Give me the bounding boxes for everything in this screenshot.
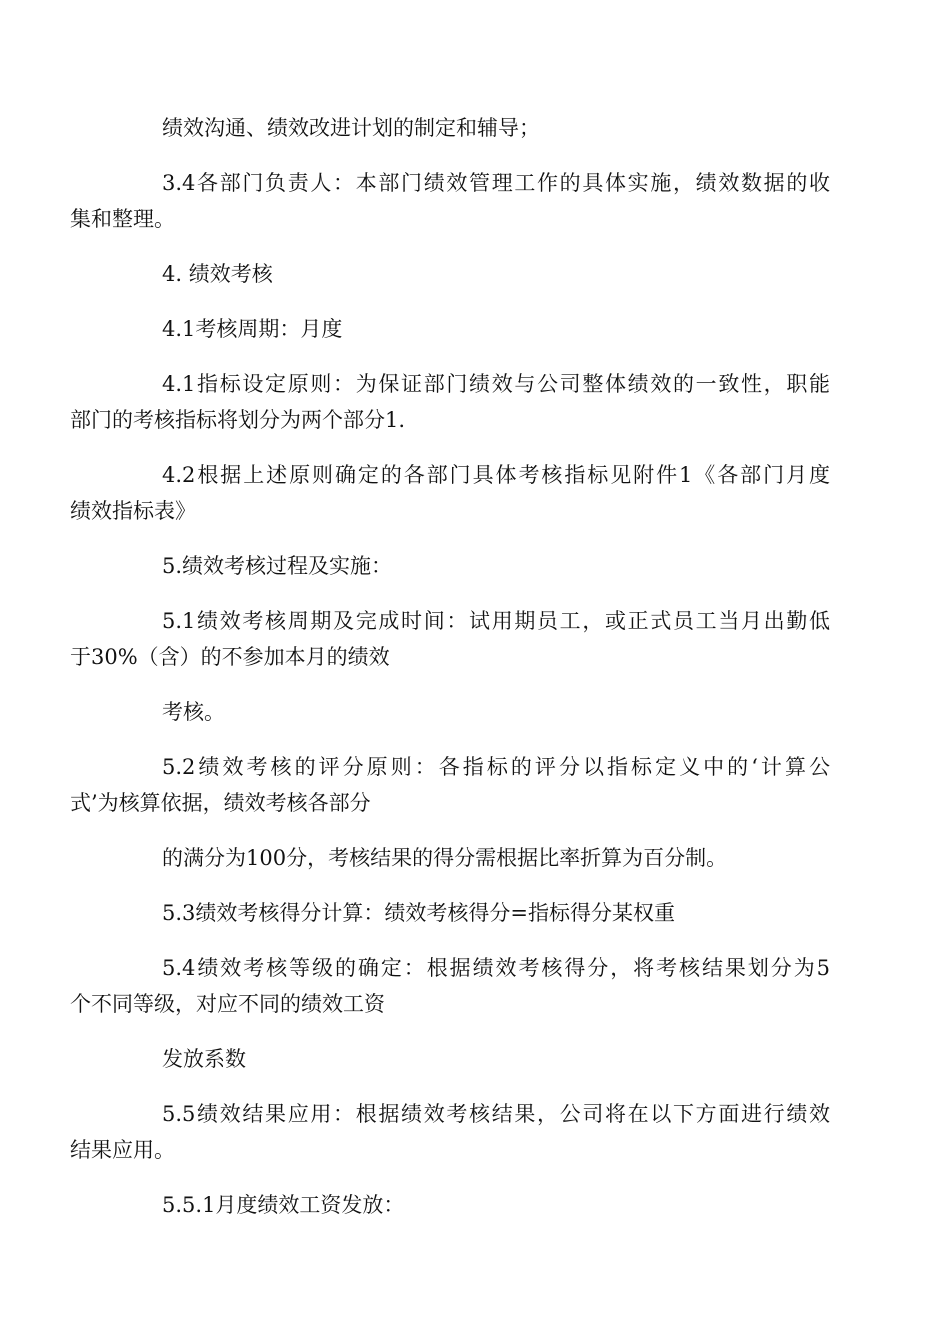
text-line: 集和整理。 [70, 207, 175, 231]
text-line: 5.4绩效考核等级的确定：根据绩效考核得分，将考核结果划分为5 [162, 956, 830, 980]
text-line: 4. 绩效考核 [162, 262, 273, 286]
text-line: 3.4各部门负责人：本部门绩效管理工作的具体实施，绩效数据的收 [162, 171, 830, 195]
section-heading [116, 256, 830, 292]
text-line: 5.5.1月度绩效工资发放： [162, 1193, 405, 1217]
text-line: 发放系数 [162, 1047, 246, 1071]
paragraph [116, 1041, 830, 1077]
paragraph [70, 457, 830, 529]
paragraph [70, 749, 830, 821]
paragraph [116, 311, 830, 347]
text-line: 5.2绩效考核的评分原则：各指标的评分以指标定义中的‘计算公 [162, 755, 830, 779]
text-line: 于30%（含）的不参加本月的绩效 [70, 645, 390, 669]
paragraph [70, 1096, 830, 1168]
text-line: 绩效指标表》 [70, 499, 196, 523]
paragraph [70, 603, 830, 675]
paragraph [70, 366, 830, 438]
paragraph [116, 110, 830, 146]
paragraph [116, 1187, 830, 1223]
paragraph [70, 165, 830, 237]
text-line: 5.5绩效结果应用：根据绩效考核结果，公司将在以下方面进行绩效 [162, 1102, 830, 1126]
text-line: 结果应用。 [70, 1138, 175, 1162]
text-line: 5.1绩效考核周期及完成时间：试用期员工，或正式员工当月出勤低 [162, 609, 830, 633]
text-line: 4.1指标设定原则：为保证部门绩效与公司整体绩效的一致性，职能 [162, 372, 830, 396]
text-line: 式’为核算依据，绩效考核各部分 [70, 791, 371, 815]
text-line: 的满分为100分，考核结果的得分需根据比率折算为百分制。 [162, 846, 728, 870]
text-line: 5.绩效考核过程及实施： [162, 554, 393, 578]
paragraph [116, 895, 830, 931]
text-line: 4.2根据上述原则确定的各部门具体考核指标见附件1《各部门月度 [162, 463, 830, 487]
paragraph [70, 950, 830, 1022]
paragraph [116, 840, 830, 876]
text-line: 个不同等级，对应不同的绩效工资 [70, 992, 385, 1016]
text-line: 绩效沟通、绩效改进计划的制定和辅导； [162, 116, 540, 140]
text-line: 考核。 [162, 700, 225, 724]
document-body [70, 110, 830, 1242]
text-line: 5.3绩效考核得分计算：绩效考核得分=指标得分某权重 [162, 901, 675, 925]
section-heading [116, 548, 830, 584]
text-line: 4.1考核周期：月度 [162, 317, 343, 341]
paragraph [116, 694, 830, 730]
text-line: 部门的考核指标将划分为两个部分1. [70, 408, 406, 432]
